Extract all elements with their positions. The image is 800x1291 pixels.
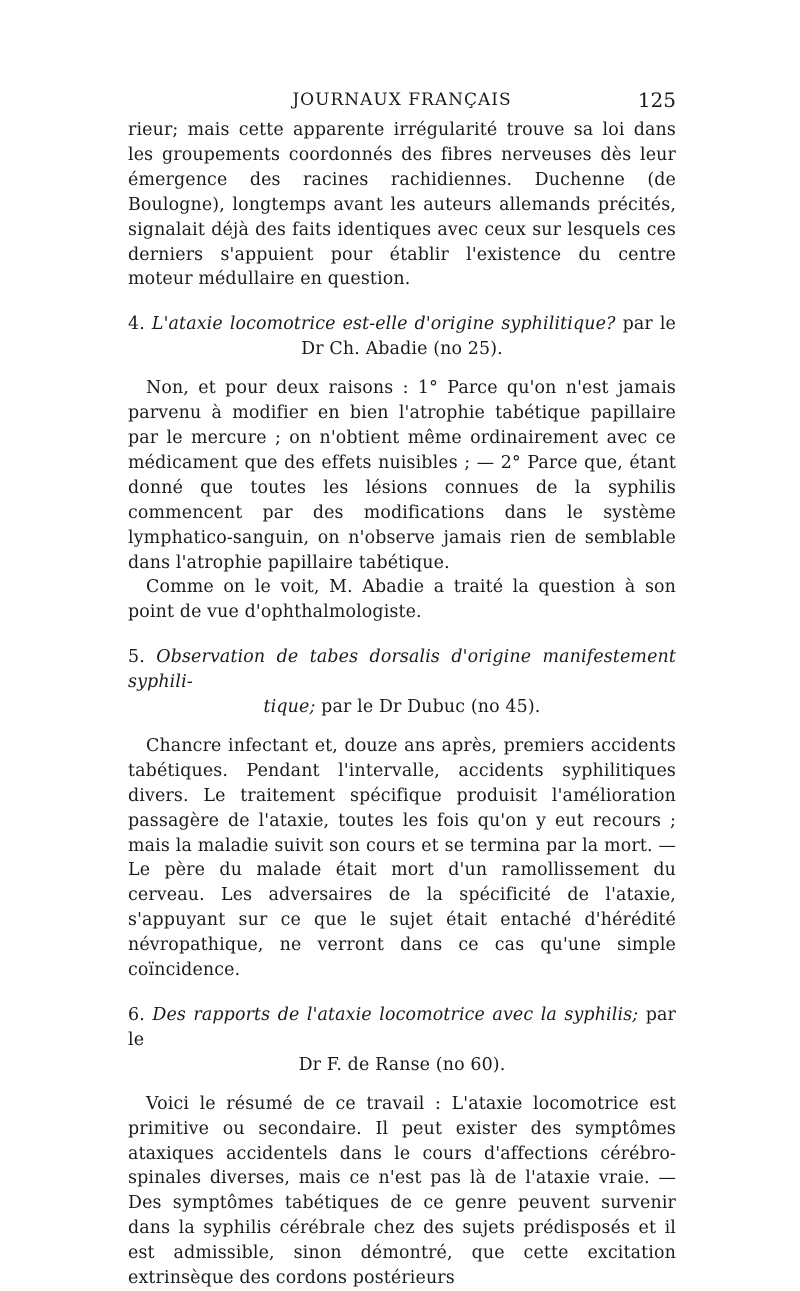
section-5-paragraph-1: Chancre infectant et, douze ans après, premiers accidents tabétiques. Pendant l'intervalle, accidents syphilitiques divers. Le traitement spécifique produisit l'amélioration passagère de l'ataxie, toutes les fois qu'on y eut recours ; mais la maladie suivit son cours et se termina par la mort. — Le père du malade était mort d'un ramollissement du cerveau. Les adversaires de la spécificité de l'ataxie, s'appuyant sur ce que le sujet était entaché d'hérédité névropathique, ne verront dans ce cas qu'une simple coïncidence.: [128, 735, 676, 981]
section-5-author: par le Dr Dubuc (no 45).: [321, 697, 541, 718]
section-6-title: Des rapports de l'ataxie locomotrice avec la syphilis;: [152, 1005, 639, 1025]
section-6-paragraph-1: Voici le résumé de ce travail : L'ataxie locomotrice est primitive ou secondaire. Il peut exister des symptômes ataxiques accidentels dans le cours d'affections cérébro-spinales diverses, mais ce n'est pas là de l'ataxie vraie. — Des symptômes tabétiques de ce genre peuvent survenir dans la syphilis cérébrale chez des sujets prédisposés et il est admissible, sinon démontré, que cette excitation extrinsèque des cordons postérieurs: [128, 1093, 676, 1289]
section-4-paragraph-1: Non, et pour deux raisons : 1° Parce qu'on n'est jamais parvenu à modifier en bien l'atrophie tabétique papillaire par le mercure ; on n'obtient même ordinairement avec ce médicament que des effets nuisibles ; — 2° Parce que, étant donné que toutes les lésions connues de la syphilis commencent par des modifications dans le système lymphatico-sanguin, on n'observe jamais rien de semblable dans l'atrophie papillaire tabétique.: [128, 378, 676, 573]
section-5-number: 5.: [128, 647, 145, 668]
section-4-title: L'ataxie locomotrice est-elle d'origine syphilitique?: [151, 314, 616, 335]
section-6-by: par le: [128, 1005, 676, 1050]
paragraph-intro: rieur; mais cette apparente irrégularité trouve sa loi dans les groupements coordonnés des fibres nerveuses dès leur émergence des racines rachidiennes. Duchenne (de Boulogne), longtemps avant les auteurs allemands précités, signalait déjà des faits identiques avec ceux sur lesquels ces derniers s'appuient pour établir l'existence du centre moteur médullaire en question.: [128, 120, 676, 290]
running-title: JOURNAUX FRANÇAIS: [292, 90, 512, 110]
section-4-by: par le: [622, 314, 676, 335]
section-5-title-line-2: tique;: [263, 697, 316, 718]
section-4-number: 4.: [128, 314, 145, 335]
section-6-heading: [128, 1003, 676, 1078]
section-6-number: 6.: [128, 1005, 145, 1025]
body-text: [128, 118, 676, 1291]
running-head: [128, 88, 676, 118]
section-5-title-line-1: Observation de tabes dorsalis d'origine manifestement syphili-: [128, 647, 676, 693]
section-6-author: Dr F. de Ranse (no 60).: [298, 1054, 506, 1075]
section-5-heading: [128, 645, 676, 720]
section-4-heading: [128, 312, 676, 362]
section-4-paragraph-2: Comme on le voit, M. Abadie a traité la question à son point de vue d'ophthalmologiste.: [128, 577, 676, 623]
page: [128, 88, 676, 1291]
page-number: 125: [637, 88, 676, 112]
section-4-author: Dr Ch. Abadie (no 25).: [301, 339, 503, 360]
